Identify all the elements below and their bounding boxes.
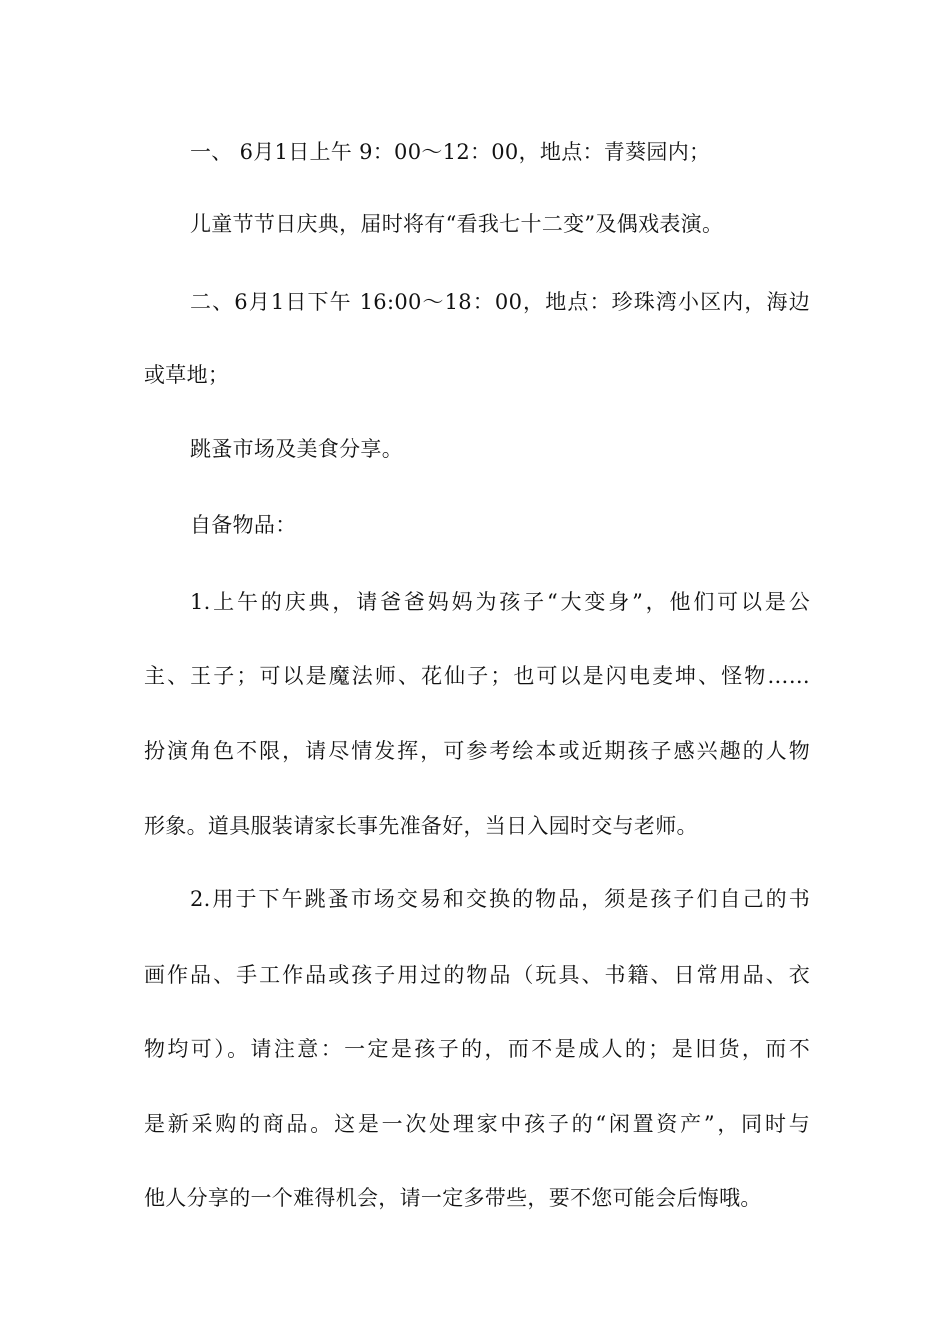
paragraph-line: 扮演角色不限，请尽情发挥，可参考绘本或近期孩子感兴趣的人物 — [144, 739, 810, 763]
paragraph-line: 形象。道具服装请家长事先准备好，当日入园时交与老师。 — [144, 814, 698, 838]
paragraph-line: 1.上午的庆典，请爸爸妈妈为孩子“大变身”，他们可以是公 — [190, 590, 810, 614]
schedule-item-1: 一、 6月1日上午 9：00～12：00，地点：青葵园内； — [190, 140, 711, 164]
paragraph-line: 他人分享的一个难得机会，请一定多带些，要不您可能会后悔哦。 — [144, 1186, 762, 1210]
paragraph-line: 主、王子；可以是魔法师、花仙子；也可以是闪电麦坤、怪物…… — [144, 664, 810, 688]
schedule-item-1-detail: 儿童节节日庆典，届时将有“看我七十二变”及偶戏表演。 — [190, 212, 724, 236]
schedule-item-2: 二、6月1日下午 16:00～18：00，地点：珍珠湾小区内，海边 — [190, 290, 810, 314]
paragraph-line: 2.用于下午跳蚤市场交易和交换的物品，须是孩子们自己的书 — [190, 887, 810, 911]
schedule-item-2-detail: 跳蚤市场及美食分享。 — [190, 437, 403, 461]
paragraph-line: 物均可）。请注意：一定是孩子的，而不是成人的；是旧货，而不 — [144, 1037, 810, 1061]
section-heading: 自备物品： — [190, 513, 297, 537]
paragraph-line: 画作品、手工作品或孩子用过的物品（玩具、书籍、日常用品、衣 — [144, 963, 810, 987]
schedule-item-2-cont: 或草地； — [144, 363, 230, 387]
paragraph-line: 是新采购的商品。这是一次处理家中孩子的“闲置资产”，同时与 — [144, 1112, 810, 1136]
